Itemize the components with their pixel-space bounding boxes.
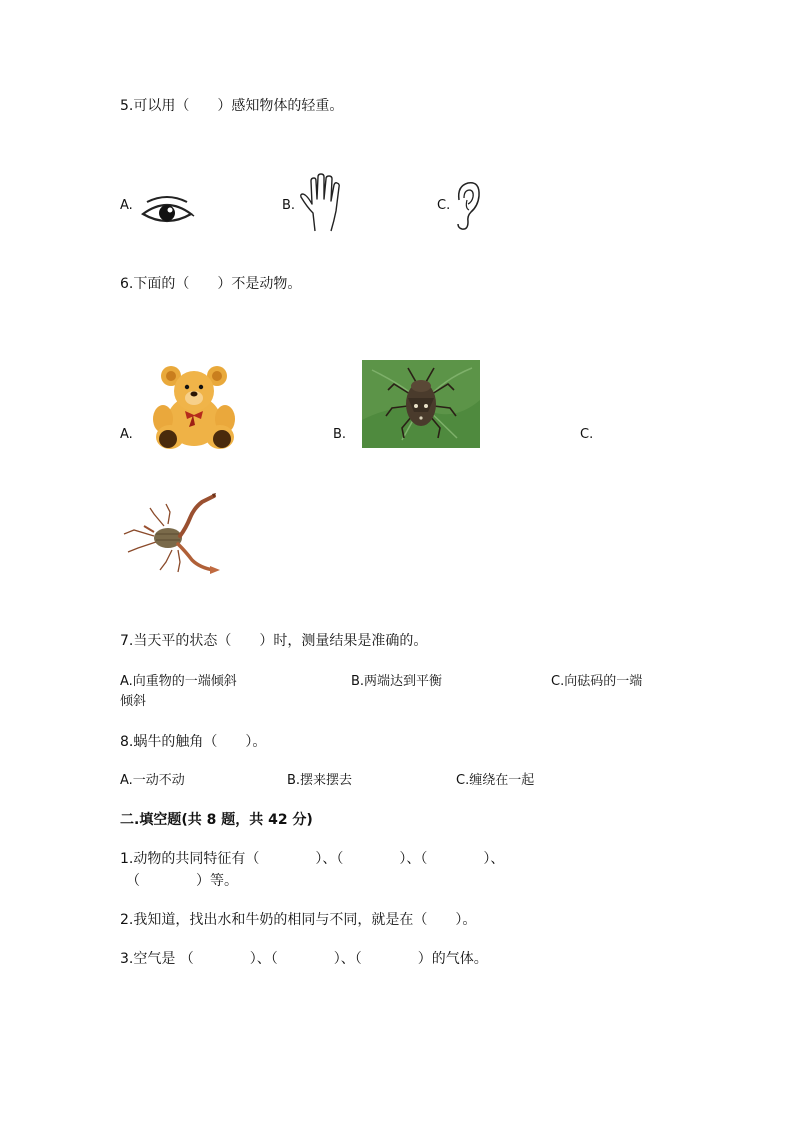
fill-item-3: 3.空气是 （ ）、（ ）、（ ）的气体。 bbox=[120, 951, 488, 967]
stink-bug-image bbox=[362, 360, 480, 448]
scorpion-image bbox=[120, 490, 225, 580]
q6-option-c-label: C. bbox=[580, 427, 594, 442]
ear-icon bbox=[453, 180, 483, 232]
q7-option-c: C.向砝码的一端 bbox=[551, 674, 643, 689]
hand-icon bbox=[297, 173, 349, 233]
q8-stem: 8.蜗牛的触角（ ）。 bbox=[120, 734, 267, 750]
q6-option-a-label: A. bbox=[120, 427, 133, 442]
q6-stem: 6.下面的（ ）不是动物。 bbox=[120, 276, 302, 292]
q8-option-b: B.摆来摆去 bbox=[287, 773, 353, 788]
q8-option-c: C.缠绕在一起 bbox=[456, 773, 535, 788]
q7-stem: 7.当天平的状态（ ）时，测量结果是准确的。 bbox=[120, 633, 428, 649]
teddy-bear-image bbox=[151, 363, 239, 451]
q7-option-a: A.向重物的一端倾斜 bbox=[120, 674, 237, 689]
q7-option-b: B.两端达到平衡 bbox=[351, 674, 443, 689]
q7-option-c-continuation: 倾斜 bbox=[120, 694, 147, 709]
section-heading: 二.填空题(共 8 题，共 42 分) bbox=[120, 812, 313, 828]
q5-option-a-label: A. bbox=[120, 198, 133, 213]
fill-item-1-continuation: （ ）等。 bbox=[126, 873, 238, 889]
q8-option-a: A.一动不动 bbox=[120, 773, 185, 788]
fill-item-1: 1.动物的共同特征有（ ）、（ ）、（ ）、 bbox=[120, 851, 505, 867]
q5-stem: 5.可以用（ ）感知物体的轻重。 bbox=[120, 98, 344, 114]
eye-icon bbox=[139, 194, 195, 230]
q6-option-b-label: B. bbox=[333, 427, 347, 442]
fill-item-2: 2.我知道，找出水和牛奶的相同与不同，就是在（ ）。 bbox=[120, 912, 477, 928]
q5-option-c-label: C. bbox=[437, 198, 451, 213]
q5-option-b-label: B. bbox=[282, 198, 296, 213]
